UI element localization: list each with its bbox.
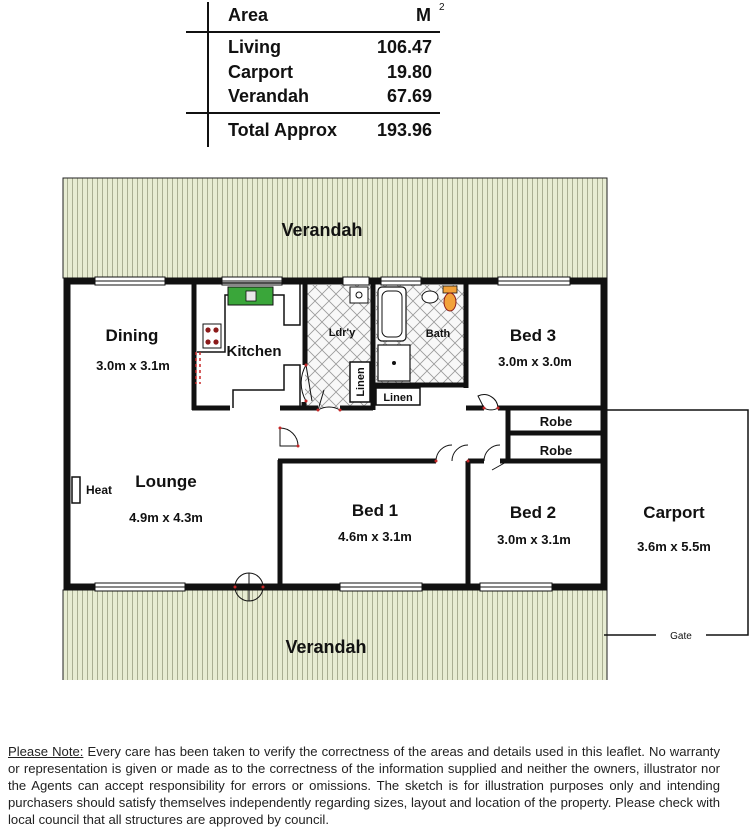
verandah-top-label: Verandah [281, 220, 363, 240]
toilet-icon [443, 286, 457, 311]
kitchen-label: Kitchen [226, 343, 282, 360]
bath-label: Bath [425, 328, 451, 340]
carport-outline [604, 410, 748, 635]
bed1-label: Bed 1 [351, 501, 399, 520]
linen-label: Linen [383, 392, 413, 404]
heat-label: Heat [85, 483, 113, 497]
bed2-label: Bed 2 [509, 503, 557, 522]
linen-vertical-label: Linen [355, 367, 367, 397]
carport-size: 3.6m x 5.5m [637, 539, 711, 554]
disclaimer-heading: Please Note: [8, 744, 84, 759]
robe2-label: Robe [539, 443, 573, 458]
disclaimer-note [8, 743, 720, 828]
area-table-lines [0, 0, 750, 160]
area-header-label: Area [228, 5, 269, 25]
area-total-value: 193.96 [376, 120, 432, 140]
area-row-living-value: 106.47 [376, 37, 432, 57]
laundry-label: Ldr'y [328, 327, 356, 339]
area-row-verandah-label: Verandah [228, 86, 310, 106]
basin [422, 291, 438, 303]
dining-size: 3.0m x 3.1m [96, 358, 170, 373]
stove-icon [203, 324, 221, 348]
bed3-size: 3.0m x 3.0m [498, 354, 572, 369]
area-row-carport-value: 19.80 [386, 62, 432, 82]
carport-label: Carport [643, 503, 705, 522]
lounge-size: 4.9m x 4.3m [129, 510, 203, 525]
gate-label: Gate [670, 631, 692, 642]
bed3-label: Bed 3 [509, 326, 557, 345]
bed1-size: 4.6m x 3.1m [338, 529, 412, 544]
floor-plan [0, 160, 750, 680]
lounge-label: Lounge [135, 472, 197, 491]
area-total-label: Total Approx [228, 120, 337, 140]
disclaimer-text: Every care has been taken to verify the correctness of the areas and details used in this leaflet. No warranty or representation is given or made as to the correctness of the information supplied and neither the owners, illustrator nor the Agents can accept responsibility for errors or omissions. The sketch is for illustration purposes only and intending purchasers should satisfy themselves independently regarding sizes, layout and location of the property. Please check with local council that all structures are approved by council. [8, 744, 720, 827]
robe1-label: Robe [539, 414, 573, 429]
dining-label: Dining [105, 326, 159, 345]
heater [72, 477, 80, 503]
verandah-bottom-area [63, 590, 607, 680]
bed2-size: 3.0m x 3.1m [497, 532, 571, 547]
verandah-bottom-label: Verandah [285, 637, 367, 657]
area-row-carport-label: Carport [228, 62, 294, 82]
laundry-trough [350, 287, 368, 303]
area-row-living-label: Living [228, 37, 281, 57]
area-unit: M $^2$ [416, 2, 445, 25]
area-row-verandah-value: 67.69 [386, 86, 432, 106]
